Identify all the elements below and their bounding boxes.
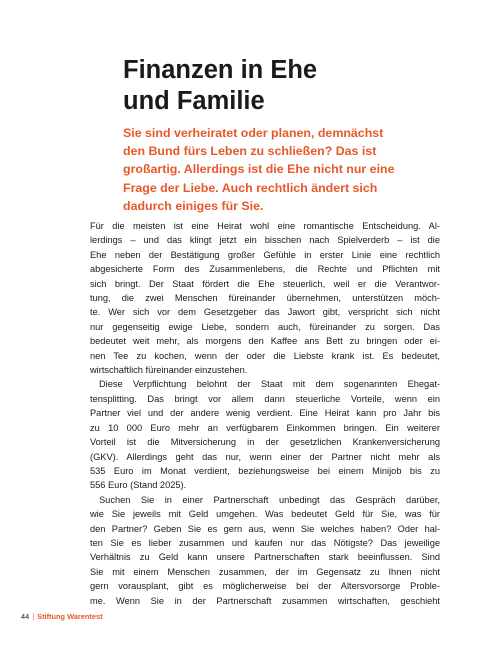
body-line: Für die meisten ist eine Heirat wohl eine romantische Entscheidung. Al- — [90, 221, 440, 231]
body-line: nur gegenseitig ewige Liebe, sondern auch, füreinander zu sorgen. Das — [90, 321, 440, 332]
footer-separator: | — [32, 612, 35, 621]
lead-line: Sie sind verheiratet oder planen, demnächst — [123, 126, 384, 140]
body-line: (GKV). Allerdings geht das nur, wenn einer der Partner nicht mehr als — [90, 451, 440, 462]
lead-line: dadurch einiges für Sie. — [123, 198, 264, 213]
body-line: 556 Euro (Stand 2025). — [90, 480, 187, 491]
lead-line: großartig. Allerdings ist die Ehe nicht nur eine — [123, 162, 395, 177]
body-line: Verhältnis zu Geld kann unsere Partnerschaften stark beeinflussen. Sind — [90, 552, 440, 563]
body-line: tung, die zwei Menschen füreinander übernehmen, unterstützen möch- — [90, 293, 440, 304]
body-line: Vorteil ist die Mitversicherung in der gesetzlichen Krankenversicherung — [90, 437, 440, 448]
body-line: bedeutet weit mehr, als morgens den Kaffee ans Bett zu bringen oder ei- — [90, 336, 440, 347]
body-line: Ehe neben der Bestätigung großer Gefühle in erster Linie eine rechtlich — [90, 249, 440, 260]
body-line: wie Sie jeweils mit Geld umgehen. Was bedeutet Geld für Sie, was für — [90, 509, 440, 520]
lead-line: den Bund fürs Leben zu schließen? Das ist — [123, 144, 377, 159]
body-line: zu 10 000 Euro mehr an verfügbarem Einkommen bringen. Ein weiterer — [90, 422, 440, 433]
lead-paragraph — [123, 124, 443, 215]
body-line: den Partner? Geben Sie es gern aus, wenn Sie welches haben? Oder hal- — [90, 523, 440, 534]
page-number: 44 — [21, 612, 30, 621]
chapter-title-line: und Familie — [123, 87, 265, 115]
body-line: Sie mit einem Menschen zusammen, der im Gegensatz zu Ihnen nicht — [90, 566, 440, 577]
body-line: gern vorausplant, gibt es möglicherweise bei der Altersvorsorge Proble- — [90, 581, 440, 592]
body-line: Suchen Sie in einer Partnerschaft unbedingt das Gespräch darüber, — [99, 494, 440, 505]
body-line: tensplitting. Das bringt vor allem dann steuerliche Vorteile, wenn ein — [90, 393, 440, 404]
body-line: wirtschaftlich füreinander einzustehen. — [90, 365, 248, 376]
body-line: ten Sie es lieber zusammen und kaufen nur das Nötigste? Das jeweilige — [90, 537, 440, 548]
page-footer — [21, 612, 103, 622]
chapter-title — [123, 55, 317, 117]
body-line: sich bringt. Der Staat fördert die Ehe steuerlich, weil er die Verantwor- — [90, 278, 440, 289]
lead-line: Frage der Liebe. Auch rechtlich ändert sich — [123, 180, 378, 195]
body-line: Diese Verpflichtung belohnt der Staat mit dem sogenannten Ehegat- — [99, 379, 440, 390]
body-line: Partner viel und der andere wenig verdient. Eine Heirat kann pro Jahr bis — [90, 408, 440, 419]
body-line: te. Wer sich vor dem Gesetzgeber das Jawort gibt, verspricht sich nicht — [90, 307, 440, 318]
chapter-title-line: Finanzen in Ehe — [123, 56, 318, 84]
body-line: lerdings – und das klingt jetzt ein bisschen nach Spielverderb – ist die — [90, 235, 440, 246]
body-line: nen Tee zu kochen, wenn der oder die Liebste krank ist. Es bedeutet, — [90, 350, 440, 361]
body-line: me. Wenn Sie in der Partnerschaft zusammen wirtschaften, geschieht — [90, 595, 440, 606]
publisher-name: Stiftung Warentest — [37, 612, 103, 621]
body-text — [90, 219, 440, 608]
body-line: abgesicherte Form des Zusammenlebens, die Rechte und Pflichten mit — [90, 264, 440, 275]
body-line: 535 Euro im Monat verdient, beziehungsweise bei einem Minijob bis zu — [90, 465, 440, 476]
